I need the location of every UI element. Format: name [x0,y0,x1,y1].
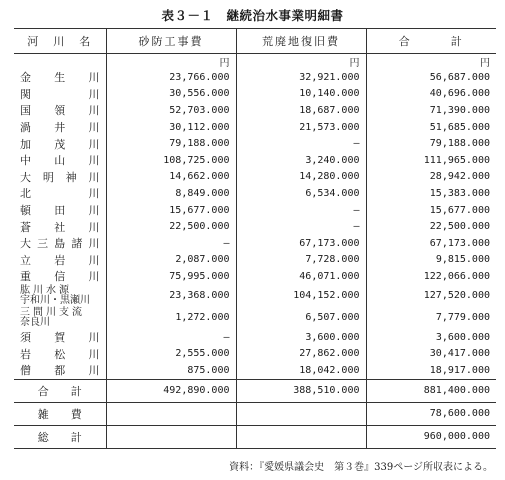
total-cost: 15,383.000 [366,185,496,202]
misc-row-label: 雑 費 [14,402,106,425]
table-row [14,169,496,186]
sabo-cost: 75,995.000 [106,268,236,285]
fukkyu-cost: — [236,202,366,219]
grand-row [14,425,496,448]
fukkyu-cost: 104,152.000 [236,285,366,307]
river-name: 渦 井 川 [20,121,100,135]
fukkyu-cost: 6,534.000 [236,185,366,202]
table-row [14,235,496,252]
misc-row-sabo [106,402,236,425]
river-name [20,308,100,328]
total-cost: 79,188.000 [366,135,496,152]
total-cost: 7,779.000 [366,307,496,329]
table-row [14,86,496,103]
table-title: 表３－１ 継続治水事業明細書 [161,8,344,23]
sabo-cost: 79,188.000 [106,135,236,152]
river-name: 立 岩 川 [20,253,100,267]
fukkyu-cost: 3,600.000 [236,329,366,346]
fukkyu-cost: 32,921.000 [236,69,366,86]
fukkyu-cost: — [236,218,366,235]
fukkyu-cost: 27,862.000 [236,345,366,362]
river-name-cell [14,362,106,379]
header-river: 河 川 名 [14,29,106,54]
misc-row [14,402,496,425]
grand-row-label: 総 計 [14,425,106,448]
river-name-cell [14,235,106,252]
sabo-cost: 14,662.000 [106,169,236,186]
river-name-cell [14,285,106,307]
river-name-line2: 宇和川・黒瀬川 [20,294,90,306]
river-name: 岩 松 川 [20,347,100,361]
total-cost: 9,815.000 [366,252,496,269]
sum-row-label: 合 計 [14,379,106,402]
table-row [14,135,496,152]
sabo-cost: — [106,329,236,346]
table-row [14,202,496,219]
river-name-cell [14,307,106,329]
fukkyu-cost: 46,071.000 [236,268,366,285]
total-cost: 40,696.000 [366,86,496,103]
grand-row-fukkyu [236,425,366,448]
sabo-cost: 1,272.000 [106,307,236,329]
river-name-cell [14,218,106,235]
sabo-cost: 30,112.000 [106,119,236,136]
river-name-cell [14,69,106,86]
river-name-cell [14,202,106,219]
sum-row [14,379,496,402]
total-cost: 56,687.000 [366,69,496,86]
sabo-cost: 2,555.000 [106,345,236,362]
river-name-cell [14,329,106,346]
unit-sabo: 円 [106,54,236,70]
total-cost: 30,417.000 [366,345,496,362]
river-name-cell [14,268,106,285]
sum-row-total: 881,400.000 [366,379,496,402]
fukkyu-cost: 14,280.000 [236,169,366,186]
table-row [14,252,496,269]
table-row [14,185,496,202]
total-cost: 18,917.000 [366,362,496,379]
river-name-cell [14,86,106,103]
sabo-cost: 15,677.000 [106,202,236,219]
sabo-cost: 2,087.000 [106,252,236,269]
river-name [20,286,100,306]
river-name-cell [14,345,106,362]
unit-fukkyu: 円 [236,54,366,70]
table-row [14,345,496,362]
river-name: 須 賀 川 [20,331,100,345]
total-cost: 22,500.000 [366,218,496,235]
river-name: 大 三 島 諸 川 [20,237,100,251]
fukkyu-cost: 6,507.000 [236,307,366,329]
fukkyu-cost: 18,042.000 [236,362,366,379]
table-row [14,362,496,379]
total-cost: 111,965.000 [366,152,496,169]
fukkyu-cost: 18,687.000 [236,102,366,119]
river-name-cell [14,185,106,202]
total-cost: 15,677.000 [366,202,496,219]
table-row [14,102,496,119]
unit-row [14,54,496,70]
river-name-cell [14,169,106,186]
total-cost: 28,942.000 [366,169,496,186]
river-name: 中 山 川 [20,154,100,168]
river-name-line2: 奈良川 [20,316,50,328]
sum-row-sabo: 492,890.000 [106,379,236,402]
unit-empty [14,54,106,70]
river-name-cell [14,252,106,269]
river-name: 頓 田 川 [20,204,100,218]
unit-total: 円 [366,54,496,70]
misc-row-fukkyu [236,402,366,425]
grand-row-total: 960,000.000 [366,425,496,448]
sabo-cost: — [106,235,236,252]
river-name: 金 生 川 [20,71,100,85]
grand-row-sabo [106,425,236,448]
table-row [14,285,496,307]
source-note: 資料：『愛媛県議会史 第３巻』339ページ所収表による。 [229,462,493,473]
table-row [14,307,496,329]
fukkyu-cost: 67,173.000 [236,235,366,252]
fukkyu-cost: — [236,135,366,152]
river-name: 北 川 [20,187,100,201]
river-name: 大 明 神 川 [20,170,100,184]
river-name-cell [14,102,106,119]
header-sabo: 砂防工事費 [106,29,236,54]
river-name: 関 川 [20,87,100,101]
river-name: 蒼 社 川 [20,220,100,234]
river-name: 僧 都 川 [20,364,100,378]
total-cost: 122,066.000 [366,268,496,285]
table-row [14,152,496,169]
sabo-cost: 8,849.000 [106,185,236,202]
sabo-cost: 22,500.000 [106,218,236,235]
river-name-cell [14,135,106,152]
header-fukkyu: 荒廃地復旧費 [236,29,366,54]
river-name-cell [14,119,106,136]
fukkyu-cost: 3,240.000 [236,152,366,169]
sabo-cost: 52,703.000 [106,102,236,119]
sabo-cost: 108,725.000 [106,152,236,169]
river-name: 国 領 川 [20,104,100,118]
misc-row-total: 78,600.000 [366,402,496,425]
total-cost: 127,520.000 [366,285,496,307]
sabo-cost: 30,556.000 [106,86,236,103]
river-name-line1: 肱川水源 [20,284,72,296]
table-row [14,119,496,136]
table-row [14,218,496,235]
total-cost: 3,600.000 [366,329,496,346]
table-row [14,268,496,285]
sabo-cost: 23,766.000 [106,69,236,86]
header-row [14,29,496,54]
sabo-cost: 23,368.000 [106,285,236,307]
fukkyu-cost: 21,573.000 [236,119,366,136]
expense-table [14,28,496,449]
fukkyu-cost: 7,728.000 [236,252,366,269]
fukkyu-cost: 10,140.000 [236,86,366,103]
river-name-line1: 三間川支流 [20,306,85,318]
table-row [14,69,496,86]
sabo-cost: 875.000 [106,362,236,379]
table-row [14,329,496,346]
header-total: 合 計 [366,29,496,54]
total-cost: 71,390.000 [366,102,496,119]
sum-row-fukkyu: 388,510.000 [236,379,366,402]
river-name: 重 信 川 [20,270,100,284]
river-name: 加 茂 川 [20,137,100,151]
total-cost: 51,685.000 [366,119,496,136]
river-name-cell [14,152,106,169]
total-cost: 67,173.000 [366,235,496,252]
